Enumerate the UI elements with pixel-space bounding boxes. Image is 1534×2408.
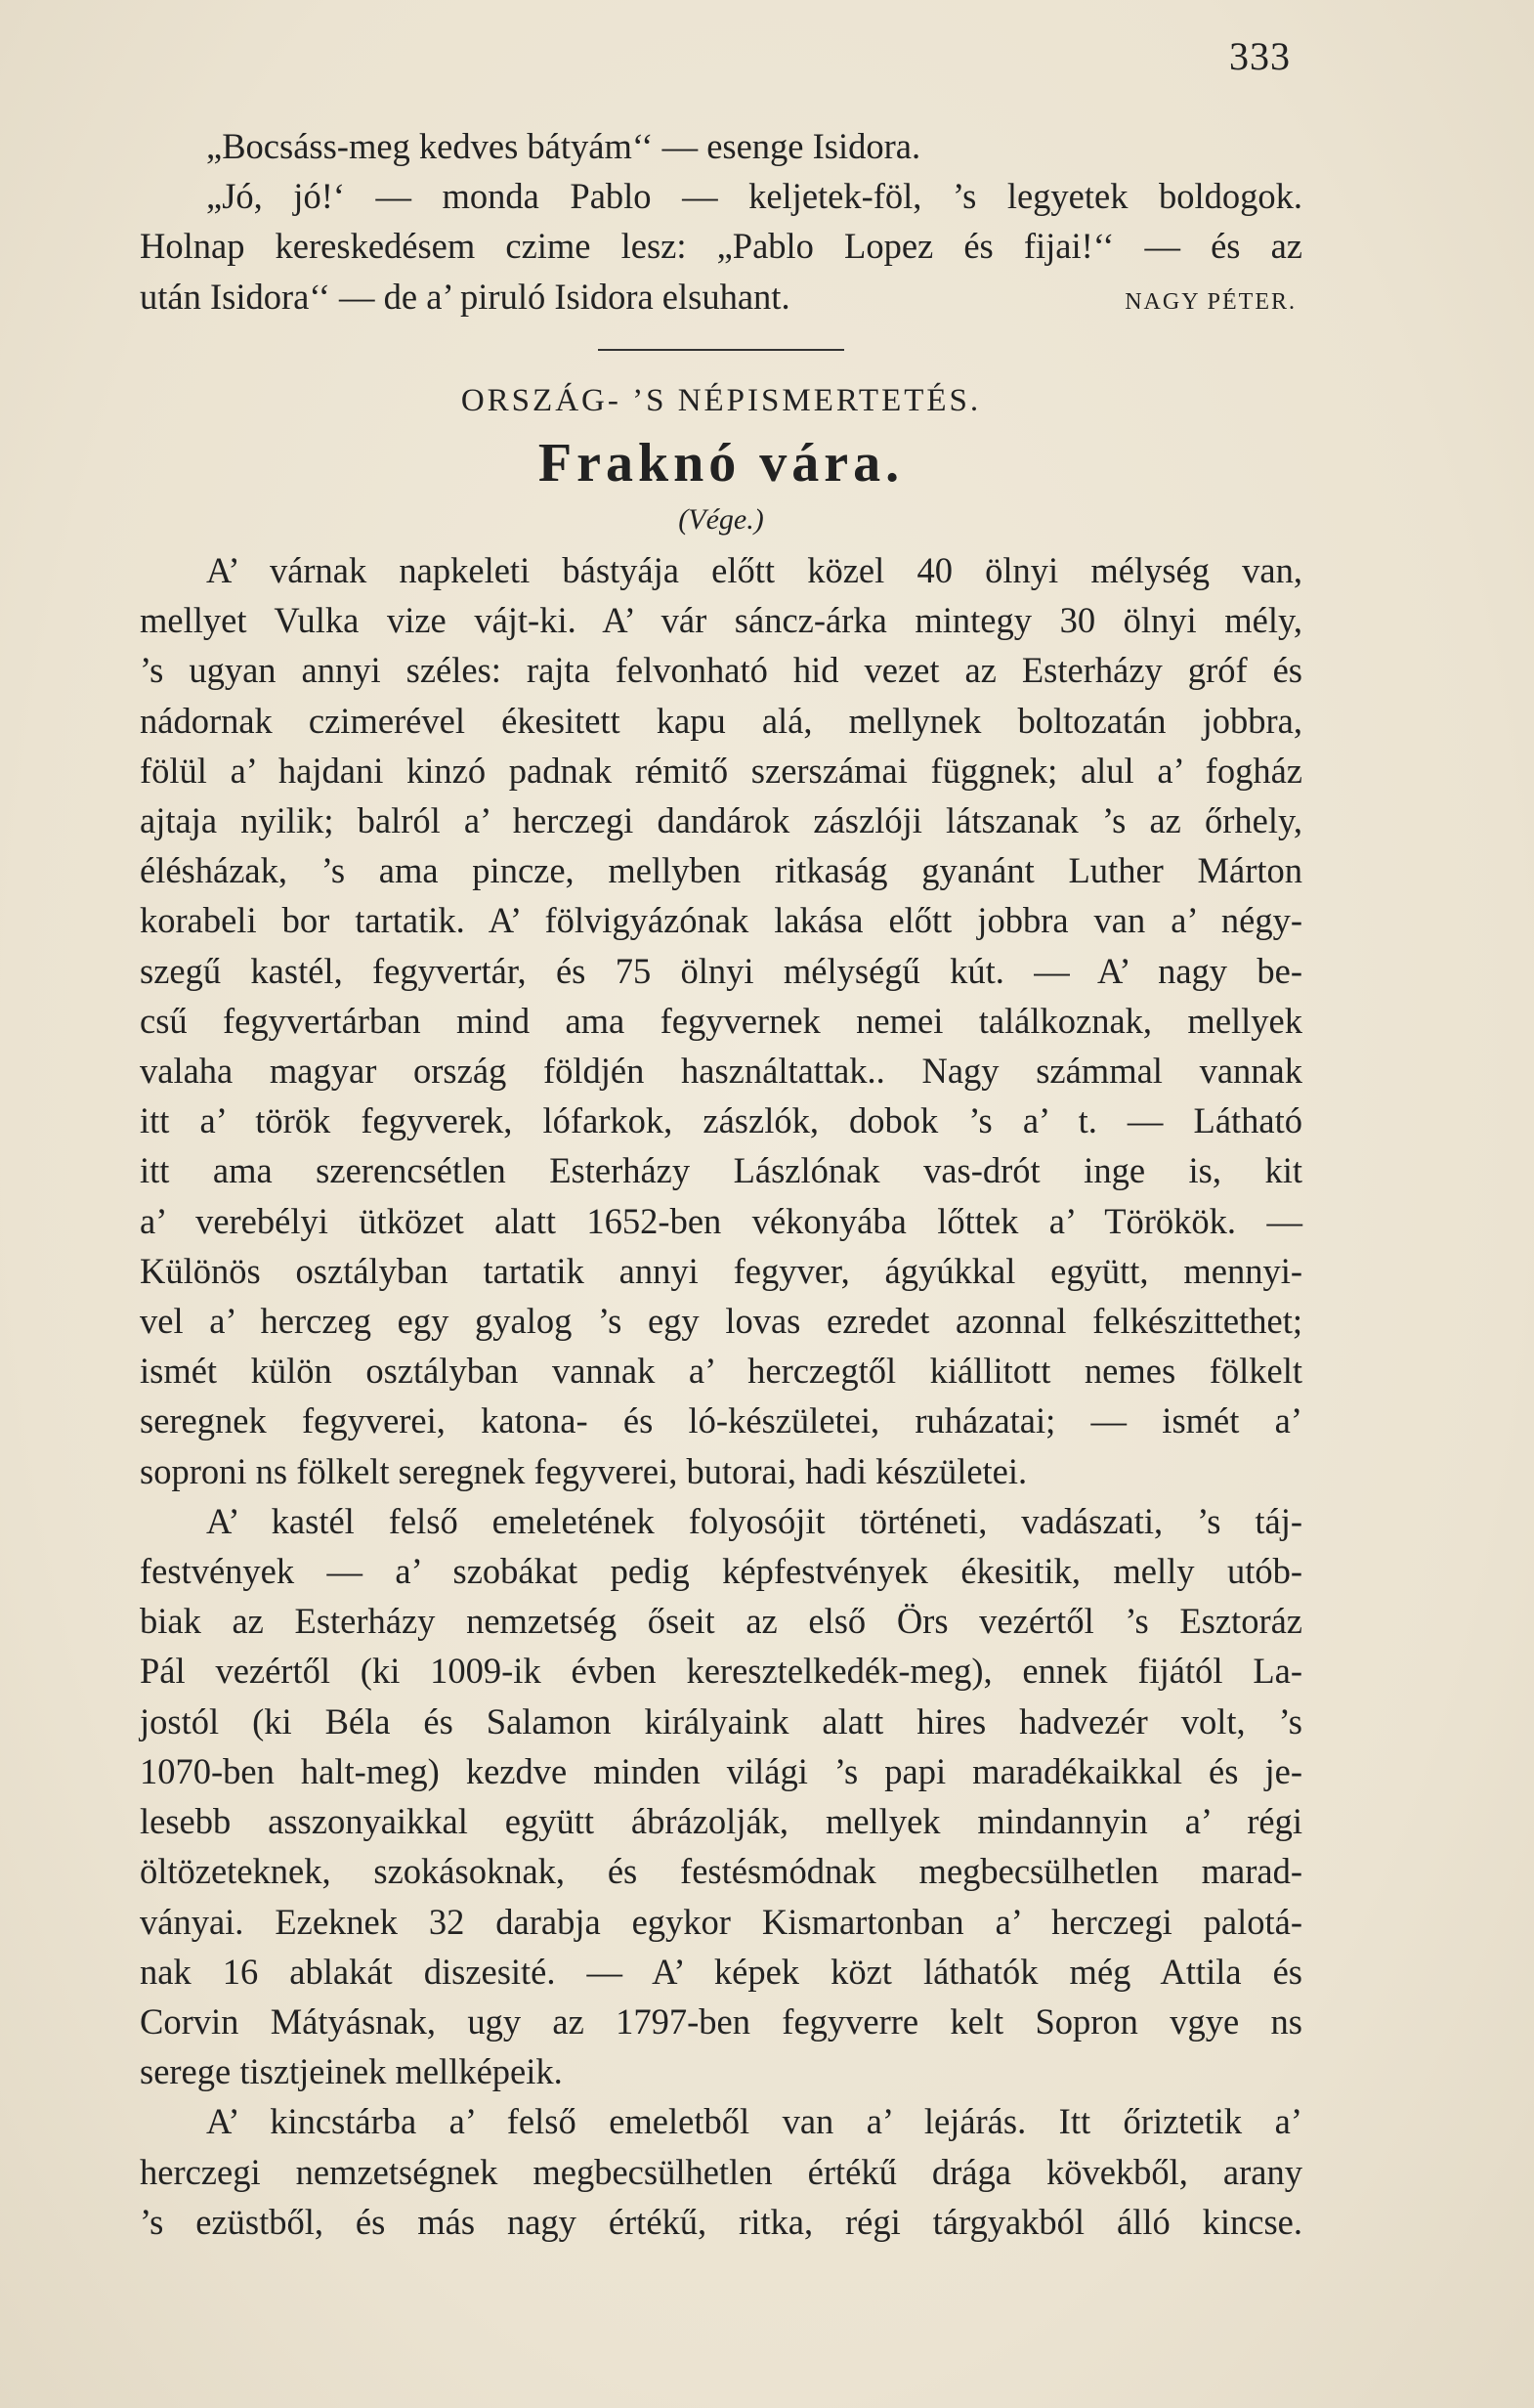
paragraph-3 (140, 2096, 1302, 2247)
text-line: jostól (ki Béla és Salamon királyaink alatt hires hadvezér volt, ’s (140, 1700, 1302, 1742)
text-line: A’ várnak napkeleti bástyája előtt közel 40 ölnyi mélység van, (206, 550, 1302, 591)
text-line: lesebb asszonyaikkal együtt ábrázolják, mellyek mindannyin a’ régi (140, 1801, 1302, 1842)
closing-line (140, 272, 1302, 327)
text-line: itt a’ török fegyverek, lófarkok, zászlók, dobok ’s a’ t. — Látható (140, 1100, 1302, 1141)
text-line: biak az Esterházy nemzetség őseit az első Örs vezértől ’s Esztoráz (140, 1601, 1302, 1642)
paragraph-2 (140, 1496, 1302, 2096)
text-line: ’s ugyan annyi széles: rajta felvonható hid vezet az Esterházy gróf és (140, 650, 1302, 691)
text-line: valaha magyar ország földjén használtattak.. Nagy számmal vannak (140, 1051, 1302, 1092)
author-signature: NAGY PÉTER. (1125, 288, 1297, 315)
text-line: Corvin Mátyásnak, ugy az 1797-ben fegyverre kelt Sopron vgye ns (140, 2000, 1302, 2042)
section-divider (598, 349, 844, 351)
story-ending (140, 121, 1302, 327)
article-subtitle: (Vége.) (678, 503, 764, 537)
text-line: után Isidora‘‘ — de a’ piruló Isidora elsuhant. (140, 276, 790, 317)
section-heading: ORSZÁG- ’S NÉPISMERTETÉS. (460, 382, 982, 418)
text-line: mellyet Vulka vize vájt-ki. A’ vár sáncz-árka mintegy 30 ölnyi mély, (140, 600, 1302, 641)
text-line: Pál vezértől (ki 1009-ik évben keresztelkedék-meg), ennek fijától La- (140, 1651, 1302, 1692)
text-line: ismét külön osztályban vannak a’ herczegtől kiállitott nemes fölkelt (140, 1351, 1302, 1392)
text-line: öltözeteknek, szokásoknak, és festésmódnak megbecsülhetlen marad- (140, 1851, 1302, 1892)
text-line: A’ kincstárba a’ felső emeletből van a’ lejárás. Itt őriztetik a’ (206, 2101, 1302, 2142)
text-line: szegű kastél, fegyvertár, és 75 ölnyi mélységű kút. — A’ nagy be- (140, 950, 1302, 991)
text-line: ’s ezüstből, és más nagy értékű, ritka, régi tárgyakból álló kincse. (140, 2201, 1302, 2242)
text-line: „Jó, jó!‘ — monda Pablo — keljetek-föl, ’s legyetek boldogok. (206, 176, 1302, 217)
text-line: ványai. Ezeknek 32 darabja egykor Kismartonban a’ herczegi palotá- (140, 1901, 1302, 1942)
text-line: festvények — a’ szobákat pedig képfestvények ékesitik, melly utób- (140, 1551, 1302, 1592)
text-line: soproni ns fölkelt seregnek fegyverei, butorai, hadi készületei. (140, 1450, 1028, 1491)
text-line: 1070-ben halt-meg) kezdve minden világi ’s papi maradékaikkal és je- (140, 1750, 1302, 1791)
text-line: vel a’ herczeg egy gyalog ’s egy lovas ezredet azonnal felkészittethet; (140, 1301, 1302, 1342)
paragraph-1 (140, 545, 1302, 1496)
text-line: A’ kastél felső emeletének folyosójit történeti, vadászati, ’s táj- (206, 1500, 1302, 1541)
text-line: nak 16 ablakát diszesité. — A’ képek közt láthatók még Attila és (140, 1951, 1302, 1992)
text-line: korabeli bor tartatik. A’ fölvigyázónak lakása előtt jobbra van a’ négy- (140, 900, 1302, 941)
text-block (140, 121, 1302, 2247)
page-number: 333 (1229, 34, 1291, 78)
text-line: a’ verebélyi ütközet alatt 1652-ben vékonyába lőttek a’ Törökök. — (140, 1200, 1302, 1241)
text-line: serege tisztjeinek mellképeik. (140, 2051, 563, 2092)
text-line: fölül a’ hajdani kinzó padnak rémitő szerszámai függnek; alul a’ fogház (140, 750, 1302, 791)
text-line: „Bocsáss-meg kedves bátyám‘‘ — esenge Isidora. (206, 126, 921, 166)
text-line: herczegi nemzetségnek megbecsülhetlen értékű drága kövekből, arany (140, 2151, 1302, 2192)
text-line: csű fegyvertárban mind ama fegyvernek nemei találkoznak, mellyek (140, 1000, 1302, 1041)
text-line: itt ama szerencsétlen Esterházy Lászlónak vas-drót inge is, kit (140, 1150, 1302, 1191)
text-line: Különös osztályban tartatik annyi fegyver, ágyúkkal együtt, mennyi- (140, 1250, 1302, 1291)
text-line: élésházak, ’s ama pincze, mellyben ritkaság gyanánt Luther Márton (140, 850, 1302, 891)
text-line: Holnap kereskedésem czime lesz: „Pablo Lopez és fijai!‘‘ — és az (140, 226, 1302, 267)
text-line: seregnek fegyverei, katona- és ló-készületei, ruházatai; — ismét a’ (140, 1400, 1302, 1441)
text-line: ajtaja nyilik; balról a’ herczegi dandárok zászlóji látszanak ’s az őrhely, (140, 800, 1302, 841)
text-line: nádornak czimerével ékesitett kapu alá, mellynek boltozatán jobbra, (140, 700, 1302, 741)
article-title: Fraknó vára. (537, 433, 905, 494)
